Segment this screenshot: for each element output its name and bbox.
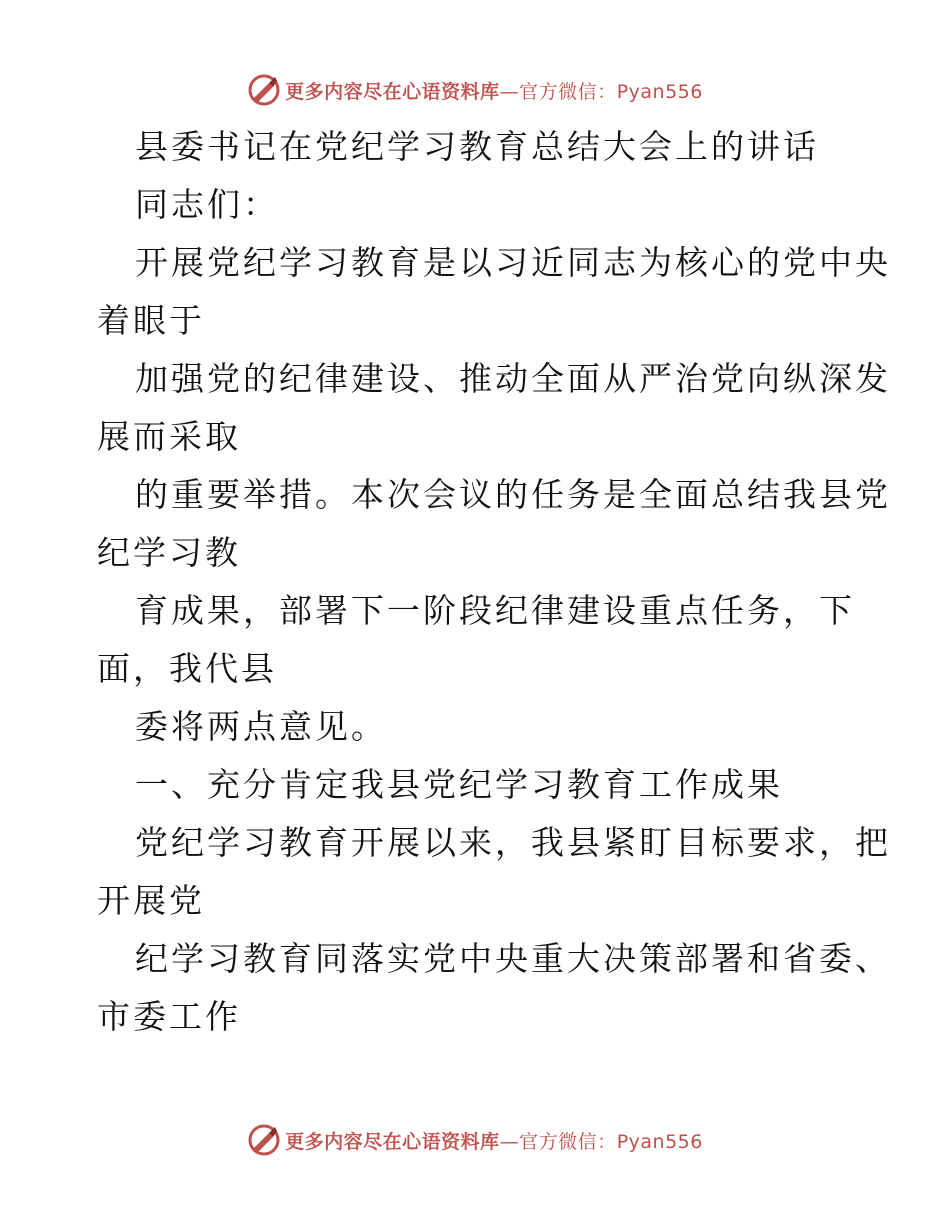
document-title: 县委书记在党纪学习教育总结大会上的讲话 xyxy=(135,127,819,166)
paragraph-line: 开展党 xyxy=(97,881,205,920)
paragraph-line: 展而采取 xyxy=(97,417,241,456)
section-heading: 一、充分肯定我县党纪学习教育工作成果 xyxy=(135,765,783,804)
header-banner-wechat: 官方微信： xyxy=(519,80,617,103)
paragraph-line: 的重要举措。本次会议的任务是全面总结我县党 xyxy=(135,475,891,514)
document-body xyxy=(97,118,891,1046)
paragraph-line: 面，我代县 xyxy=(97,649,277,688)
pen-logo-icon xyxy=(247,1123,281,1157)
paragraph-line: 市委工作 xyxy=(97,997,241,1036)
header-banner-id: Pyan556 xyxy=(616,80,703,103)
paragraph-line: 开展党纪学习教育是以习近同志为核心的党中央 xyxy=(135,243,891,282)
header-banner xyxy=(0,70,950,110)
header-banner-main: 更多内容尽在心语资料库 xyxy=(285,80,500,103)
footer-banner-text xyxy=(285,1127,703,1154)
paragraph-line: 纪学习教 xyxy=(97,533,241,572)
paragraph-line: 纪学习教育同落实党中央重大决策部署和省委、 xyxy=(135,939,891,978)
footer-banner-dash: — xyxy=(499,1130,520,1153)
header-banner-dash: — xyxy=(499,80,520,103)
paragraph-line: 着眼于 xyxy=(97,301,205,340)
footer-banner-main: 更多内容尽在心语资料库 xyxy=(285,1130,500,1153)
pen-logo-icon xyxy=(247,73,281,107)
footer-banner-id: Pyan556 xyxy=(616,1130,703,1153)
header-banner-inner xyxy=(247,73,703,107)
footer-banner-wechat: 官方微信： xyxy=(519,1130,617,1153)
header-banner-text xyxy=(285,77,703,104)
paragraph-line: 育成果，部署下一阶段纪律建设重点任务，下 xyxy=(135,591,855,630)
footer-banner-inner xyxy=(247,1123,703,1157)
paragraph-line: 委将两点意见。 xyxy=(135,707,387,746)
footer-banner xyxy=(0,1120,950,1160)
paragraph-line: 加强党的纪律建设、推动全面从严治党向纵深发 xyxy=(135,359,891,398)
paragraph-line: 党纪学习教育开展以来，我县紧盯目标要求，把 xyxy=(135,823,891,862)
salutation: 同志们： xyxy=(135,185,279,224)
